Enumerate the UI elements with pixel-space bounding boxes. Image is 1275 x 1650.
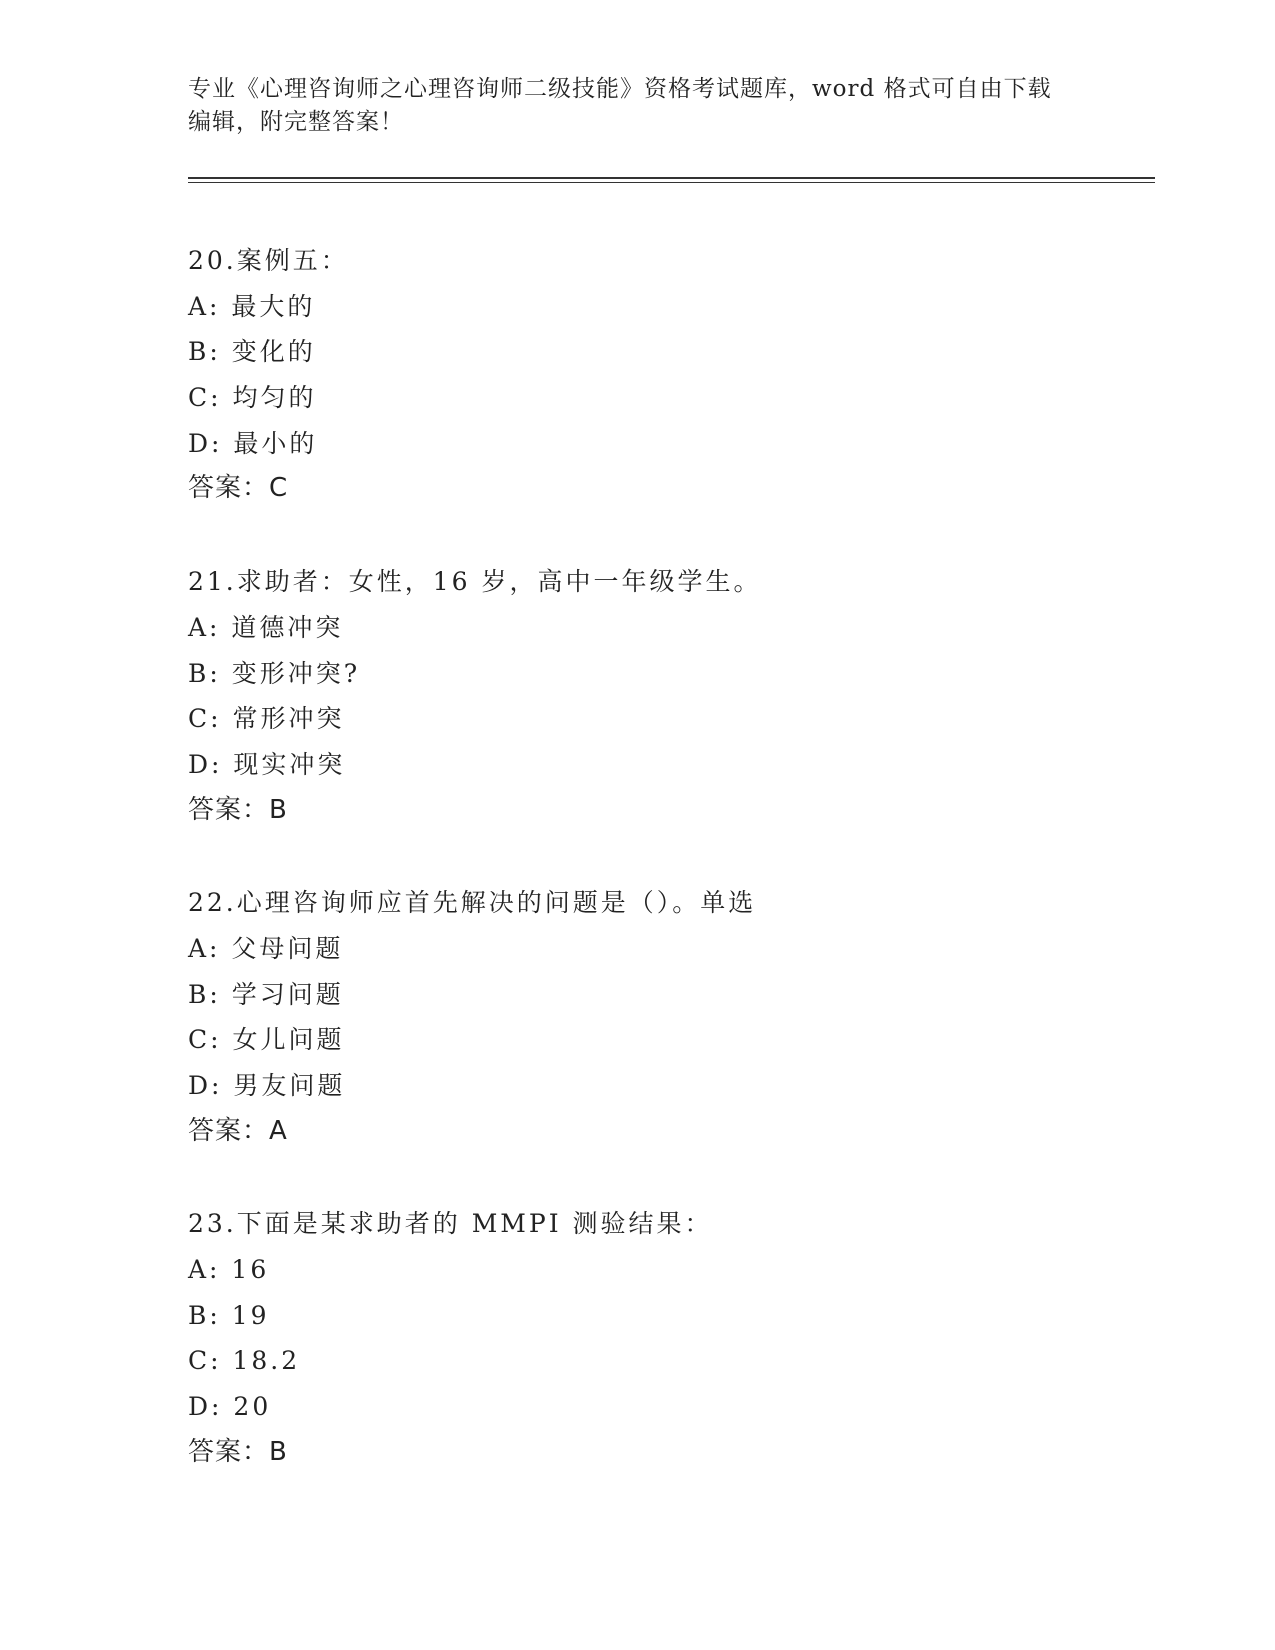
question-21: [188, 559, 1148, 833]
option-d: D: 最小的: [188, 428, 318, 458]
option-b: B: 变形冲突?: [188, 658, 361, 688]
header-divider-thick: [188, 177, 1155, 179]
answer: 答案：B: [188, 1436, 288, 1467]
header-line-1: 专业《心理咨询师之心理咨询师二级技能》资格考试题库，word 格式可自由下载: [188, 76, 1052, 102]
question-23: [188, 1201, 1148, 1475]
question-list: [188, 238, 1148, 1523]
question-stem: 23.下面是某求助者的 MMPI 测验结果：: [188, 1209, 713, 1239]
question-22: [188, 880, 1148, 1154]
question-stem: 21.求助者：女性，16 岁，高中一年级学生。: [188, 567, 762, 597]
option-c: C: 常形冲突: [188, 704, 345, 734]
header-divider-thin: [188, 182, 1155, 183]
option-a: A: 最大的: [188, 291, 316, 321]
option-b: B: 学习问题: [188, 979, 344, 1009]
option-a: A: 父母问题: [188, 933, 344, 963]
option-c: C: 女儿问题: [188, 1025, 345, 1055]
answer: 答案：C: [188, 473, 289, 504]
option-c: C: 均匀的: [188, 383, 317, 413]
option-d: D: 现实冲突: [188, 749, 346, 779]
option-d: D: 20: [188, 1392, 272, 1422]
option-b: B: 19: [188, 1300, 270, 1330]
option-d: D: 男友问题: [188, 1071, 346, 1100]
question-stem: 22.心理咨询师应首先解决的问题是（）。单选: [188, 888, 757, 918]
option-c: C: 18.2: [188, 1346, 301, 1376]
question-stem: 20.案例五：: [188, 246, 349, 275]
answer: 答案：B: [188, 794, 288, 825]
header-line-2: 编辑，附完整答案！: [188, 109, 404, 135]
question-20: [188, 238, 1148, 512]
option-a: A: 16: [188, 1255, 270, 1285]
document-header: [188, 73, 1088, 139]
answer: 答案：A: [188, 1115, 288, 1146]
option-a: A: 道德冲突: [188, 612, 344, 642]
option-b: B: 变化的: [188, 337, 316, 367]
